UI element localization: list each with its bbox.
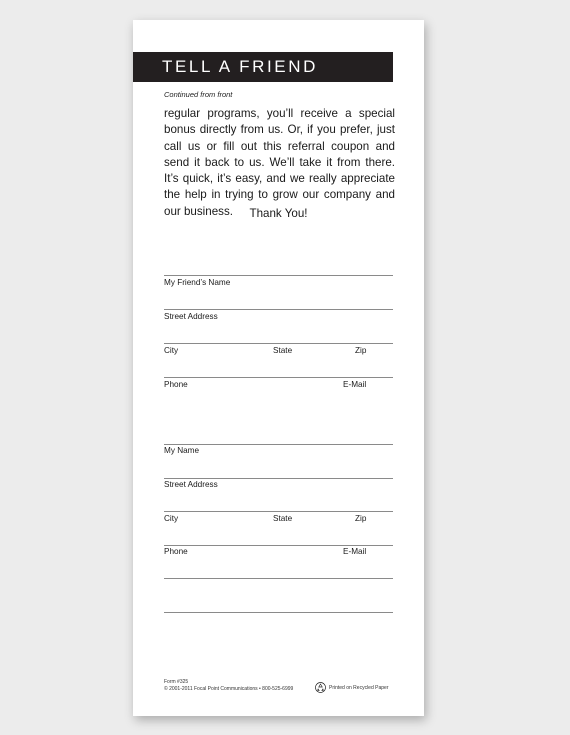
my-email-line[interactable] xyxy=(164,578,393,579)
friend-state-label: State xyxy=(273,346,293,355)
footer-credits xyxy=(164,679,293,692)
my-city-label: City xyxy=(164,514,179,523)
friend-phone-label: Phone xyxy=(164,380,188,389)
my-name-line[interactable] xyxy=(164,444,393,445)
friend-name-label: My Friend’s Name xyxy=(164,278,231,287)
header-banner xyxy=(133,52,393,82)
friend-street-label: Street Address xyxy=(164,312,218,321)
my-state-label: State xyxy=(273,514,293,523)
referral-card xyxy=(133,20,424,716)
my-zip-label: Zip xyxy=(355,514,367,523)
copyright-text: © 2001-2011 Focal Point Communications • 800-525-6999 xyxy=(164,685,294,692)
friend-zip-label: Zip xyxy=(355,346,367,355)
header-title: TELL A FRIEND xyxy=(162,57,318,76)
my-street-line[interactable] xyxy=(164,478,393,479)
continued-note: Continued from front xyxy=(164,90,233,99)
intro-paragraph: regular programs, you’ll receive a special bonus directly from us. Or, if you prefer, just call us or fill out this referral coupon and send it back to us. We’ll take it from there. It’s quick, it’s easy, and we really appreciate the help in trying to grow our company and our business. xyxy=(164,107,395,218)
friend-name-line[interactable] xyxy=(164,275,393,276)
form-number: Form #325 xyxy=(164,679,189,685)
friend-city-label: City xyxy=(164,346,179,355)
friend-phone-line[interactable] xyxy=(164,377,393,378)
friend-email-label: E-Mail xyxy=(343,380,367,389)
recycle-icon xyxy=(315,682,326,693)
my-city-line[interactable] xyxy=(164,511,393,512)
my-phone-line[interactable] xyxy=(164,545,393,546)
my-street-label: Street Address xyxy=(164,480,218,489)
thank-you-text: Thank You! xyxy=(249,207,308,220)
friend-street-line[interactable] xyxy=(164,309,393,310)
friend-city-line[interactable] xyxy=(164,343,393,344)
my-phone-label: Phone xyxy=(164,547,188,556)
my-name-label: My Name xyxy=(164,446,200,455)
recycled-paper-note: Printed on Recycled Paper xyxy=(329,685,389,691)
my-email-label: E-Mail xyxy=(343,547,367,556)
extra-line[interactable] xyxy=(164,612,393,613)
